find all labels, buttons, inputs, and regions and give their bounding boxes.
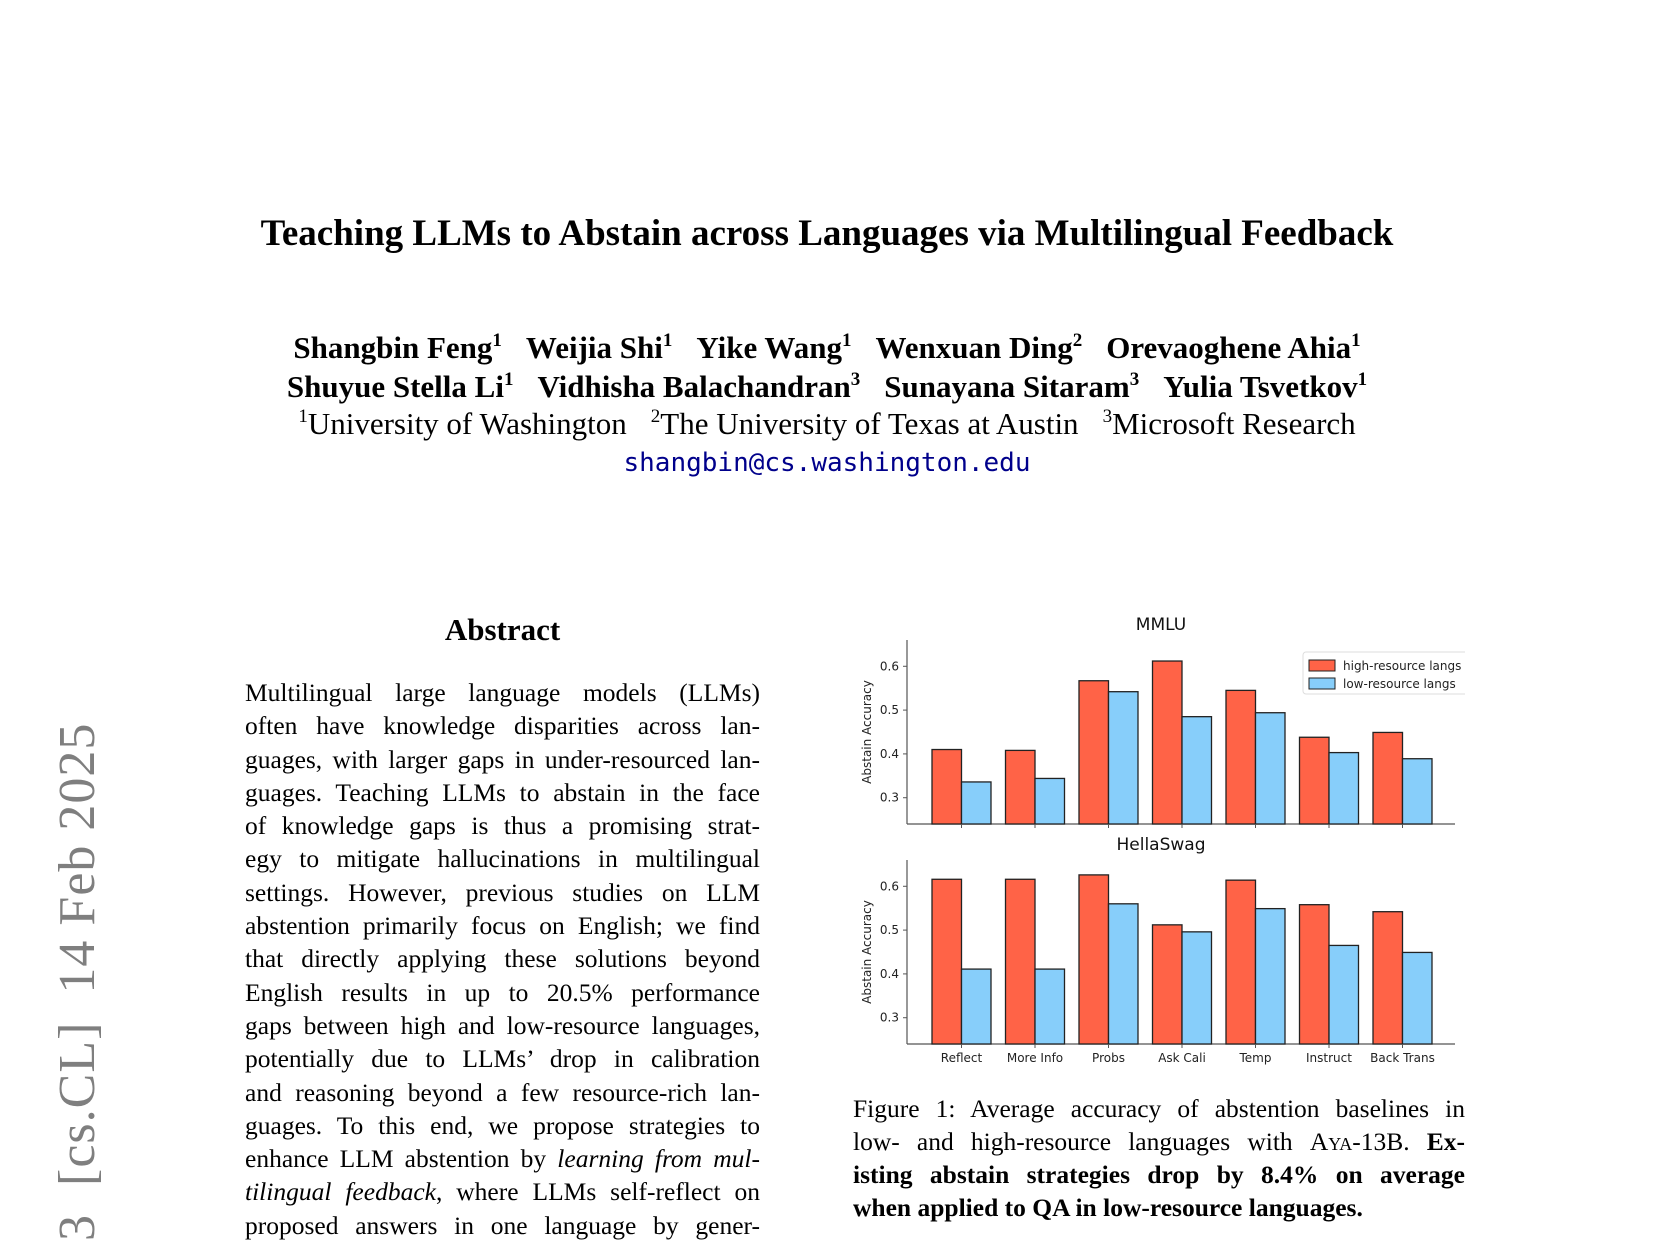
affiliation-marker: 1 [492, 330, 502, 351]
bar [1403, 759, 1433, 824]
y-tick-label: 0.3 [879, 1010, 899, 1025]
bar [1035, 778, 1065, 824]
bar [1109, 904, 1139, 1044]
bar [1153, 661, 1183, 824]
bar [1256, 713, 1286, 824]
bar [1226, 880, 1256, 1044]
bar [962, 782, 992, 824]
bar [1226, 690, 1256, 824]
bar [1182, 932, 1212, 1044]
author-name: Vidhisha Balachandran$^3$ [537, 369, 861, 404]
x-tick-label: Reflect [940, 1051, 983, 1065]
bar [1329, 753, 1359, 824]
author-row-1 [0, 328, 1654, 367]
abstract-line: guages. To this end, we propose strategies to [245, 1110, 760, 1140]
caption-bold: when applied to QA in low-resource languages. [853, 1193, 1363, 1222]
y-tick-label: 0.6 [879, 659, 899, 674]
bar [1006, 879, 1036, 1044]
abstract-line: settings. However, previous studies on LLM [245, 877, 760, 907]
bar [1153, 925, 1183, 1044]
legend-label: low-resource langs [1343, 677, 1456, 691]
author-name: Shangbin Feng$^1$ [293, 330, 502, 365]
x-tick-label: Temp [1239, 1051, 1272, 1065]
affiliation-marker: 1 [1351, 330, 1361, 351]
model-name: Aya-13B [1309, 1127, 1404, 1156]
arxiv-sidebar-stamp [48, 723, 107, 1241]
chart-title: HellaSwag [1116, 835, 1206, 855]
affiliation-marker: 1 [503, 369, 514, 390]
abstract-line: of knowledge gaps is thus a promising strat- [245, 811, 760, 841]
abstract-line: potentially due to LLMs’ drop in calibration [245, 1044, 760, 1074]
abstract-line: often have knowledge disparities across lan- [245, 711, 760, 741]
affiliation-marker: 3 [1129, 369, 1140, 390]
bar [962, 969, 992, 1044]
legend-swatch [1309, 678, 1335, 689]
chart-title: MMLU [1135, 615, 1187, 635]
paper-title: Teaching LLMs to Abstain across Languages via Multilingual Feedback [260, 213, 1394, 254]
bar [932, 750, 962, 824]
caption-line [853, 1125, 1465, 1158]
affiliation: $^3$Microsoft Research [1102, 406, 1356, 441]
y-tick-label: 0.5 [879, 923, 899, 938]
contact-email[interactable]: shangbin@cs.washington.edu [623, 448, 1031, 478]
y-axis-label: Abstain Accuracy [860, 900, 874, 1004]
affiliation: $^2$The University of Texas at Austin [650, 406, 1079, 441]
y-tick-label: 0.6 [879, 879, 899, 894]
caption-text: low- and high-resource languages with [853, 1127, 1310, 1156]
affiliation-number: 1 [298, 406, 308, 427]
caption-text: . [1403, 1127, 1427, 1156]
affiliation-marker: 1 [662, 330, 673, 351]
caption-line [853, 1158, 1465, 1191]
figure-1 [855, 610, 1465, 1075]
caption-bold: isting abstain strategies drop by 8.4% on average [853, 1160, 1465, 1189]
author-list [0, 328, 1654, 406]
legend-swatch [1309, 660, 1335, 671]
bar [1329, 945, 1359, 1044]
caption-line: Figure 1: Average accuracy of abstention baselines in [853, 1094, 1465, 1123]
author-row-2 [0, 367, 1654, 406]
affiliation-marker: 1 [841, 330, 852, 351]
bar [1300, 905, 1330, 1044]
x-tick-label: Back Trans [1370, 1051, 1435, 1065]
bar [1182, 717, 1212, 824]
bar [1373, 732, 1403, 824]
abstract-line: that directly applying these solutions beyond [245, 944, 760, 974]
author-name: Sunayana Sitaram$^3$ [884, 369, 1140, 404]
author-name: Yike Wang$^1$ [696, 330, 852, 365]
y-tick-label: 0.3 [879, 790, 899, 805]
abstract-line: and reasoning beyond a few resource-rich lan- [245, 1077, 760, 1107]
arxiv-fragment: 3 [49, 1214, 106, 1241]
bar [932, 879, 962, 1044]
arxiv-date: 14 Feb 2025 [49, 722, 106, 994]
abstract-line: egy to mitigate hallucinations in multilingual [245, 844, 760, 874]
bar [1035, 969, 1065, 1044]
abstract-line: enhance LLM abstention by learning from mul- [245, 1144, 760, 1174]
x-tick-label: Ask Cali [1158, 1051, 1206, 1065]
abstract-line: guages. Teaching LLMs to abstain in the face [245, 777, 760, 807]
bar [1006, 750, 1036, 824]
author-name: Yulia Tsvetkov$^1$ [1163, 369, 1368, 404]
abstract-line: tilingual feedback, where LLMs self-reflect on [245, 1177, 761, 1207]
author-name: Weijia Shi$^1$ [525, 330, 673, 365]
author-name: Wenxuan Ding$^2$ [875, 330, 1083, 365]
bar [1256, 909, 1286, 1044]
author-name: Shuyue Stella Li$^1$ [286, 369, 514, 404]
bar [1300, 737, 1330, 824]
bar [1079, 875, 1109, 1044]
abstract-line: Multilingual large language models (LLMs) [245, 678, 760, 707]
bar [1079, 681, 1109, 824]
abstract-line: abstention primarily focus on English; we find [245, 911, 760, 941]
bar [1109, 692, 1139, 824]
x-tick-label: More Info [1006, 1051, 1064, 1065]
abstract-line: guages, with larger gaps in under-resourced lan- [245, 744, 760, 774]
affiliation-marker: 3 [850, 369, 861, 390]
y-tick-label: 0.4 [879, 966, 899, 981]
y-tick-label: 0.4 [879, 746, 899, 761]
abstract-line: English results in up to 20.5% performance [245, 977, 760, 1007]
x-tick-label: Probs [1092, 1051, 1125, 1065]
affiliation-marker: 2 [1072, 330, 1083, 351]
arxiv-category: [cs.CL] [49, 1021, 106, 1186]
affiliations [0, 406, 1654, 442]
bar-chart-figure [855, 610, 1465, 1070]
affiliation-number: 2 [650, 406, 661, 427]
bar [1373, 912, 1403, 1044]
legend-label: high-resource langs [1343, 659, 1462, 673]
caption-line [853, 1191, 1465, 1224]
y-axis-label: Abstain Accuracy [860, 680, 874, 784]
bar [1403, 952, 1433, 1044]
abstract-body [245, 676, 760, 1242]
affiliation: $^1$University of Washington [298, 406, 627, 441]
author-name: Orevaoghene Ahia$^1$ [1106, 330, 1361, 365]
figure-caption [853, 1092, 1465, 1224]
caption-bold: Ex- [1426, 1127, 1466, 1156]
affiliation-number: 3 [1102, 406, 1113, 427]
abstract-line: proposed answers in one language by gener- [245, 1210, 760, 1240]
y-tick-label: 0.5 [879, 703, 899, 718]
affiliation-marker: 1 [1357, 369, 1368, 390]
abstract-line: gaps between high and low-resource languages, [245, 1010, 760, 1040]
abstract-heading: Abstract [444, 612, 561, 647]
x-tick-label: Instruct [1306, 1051, 1352, 1065]
